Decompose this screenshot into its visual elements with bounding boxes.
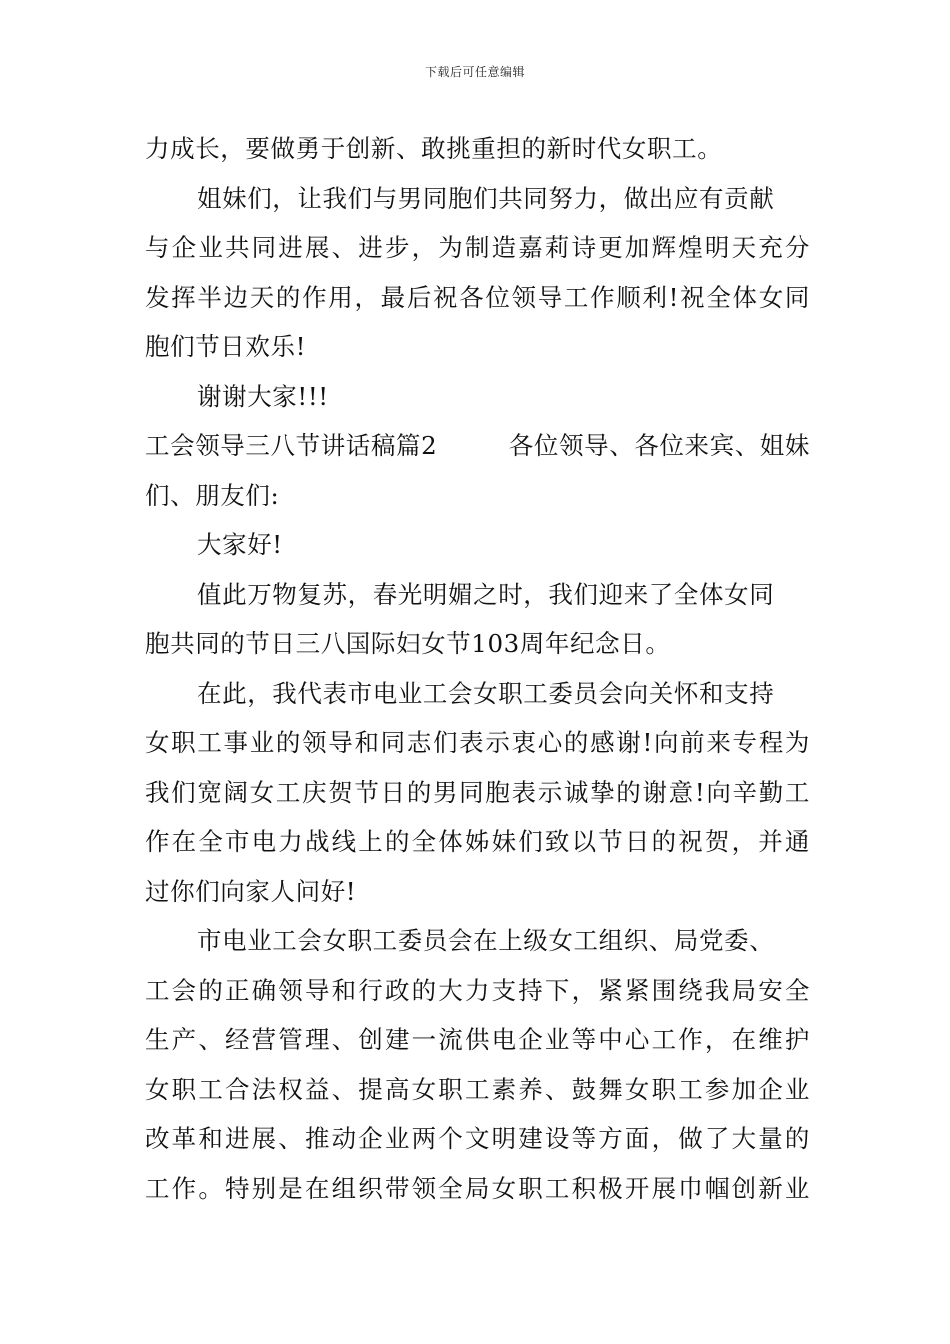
paragraph-line: 过你们向家人问好! — [145, 876, 357, 906]
paragraph-line: 与企业共同进展、进步，为制造嘉莉诗更加辉煌明天充分 — [145, 233, 810, 262]
paragraph-line: 女职工事业的领导和同志们表示衷心的感谢!向前来专程为 — [145, 728, 810, 757]
paragraph-line: 工会的正确领导和行政的大力支持下，紧紧围绕我局安全 — [145, 975, 810, 1005]
paragraph-line: 胞们节日欢乐! — [145, 332, 307, 361]
paragraph-line: 市电业工会女职工委员会在上级女工组织、局党委、 — [197, 926, 775, 955]
section-title: 工会领导三八节讲话稿篇2 — [145, 431, 438, 460]
paragraph-line: 力成长，要做勇于创新、敢挑重担的新时代女职工。 — [145, 134, 723, 163]
paragraph-line: 谢谢大家!!! — [197, 381, 329, 411]
paragraph-line: 们、朋友们: — [145, 480, 280, 510]
paragraph-line: 我们宽阔女工庆贺节日的男同胞表示诚挚的谢意!向辛勤工 — [145, 777, 810, 807]
document-body — [145, 124, 810, 1213]
paragraph-line: 作在全市电力战线上的全体姊妹们致以节日的祝贺，并通 — [145, 827, 810, 856]
paragraph-line: 在此，我代表市电业工会女职工委员会向关怀和支持 — [197, 678, 775, 708]
paragraph-line: 发挥半边天的作用，最后祝各位领导工作顺利!祝全体女同 — [145, 282, 810, 312]
paragraph-line: 大家好! — [197, 530, 283, 559]
header-note: 下载后可任意编辑 — [424, 65, 525, 79]
paragraph-line: 值此万物复苏，春光明媚之时，我们迎来了全体女同 — [197, 579, 775, 609]
paragraph-line: 生产、经营管理、创建一流供电企业等中心工作，在维护 — [145, 1025, 810, 1054]
paragraph-line: 改革和进展、推动企业两个文明建设等方面，做了大量的 — [145, 1124, 810, 1153]
paragraph-line: 工作。特别是在组织带领全局女职工积极开展巾帼创新业 — [145, 1173, 810, 1203]
greeting-start: 各位领导、各位来宾、姐妹 — [508, 431, 810, 460]
paragraph-line: 女职工合法权益、提高女职工素养、鼓舞女职工参加企业 — [145, 1074, 810, 1104]
paragraph-line: 姐妹们，让我们与男同胞们共同努力，做出应有贡献 — [197, 183, 775, 213]
paragraph-line: 胞共同的节日三八国际妇女节103周年纪念日。 — [145, 629, 671, 658]
heading-line — [145, 421, 810, 471]
